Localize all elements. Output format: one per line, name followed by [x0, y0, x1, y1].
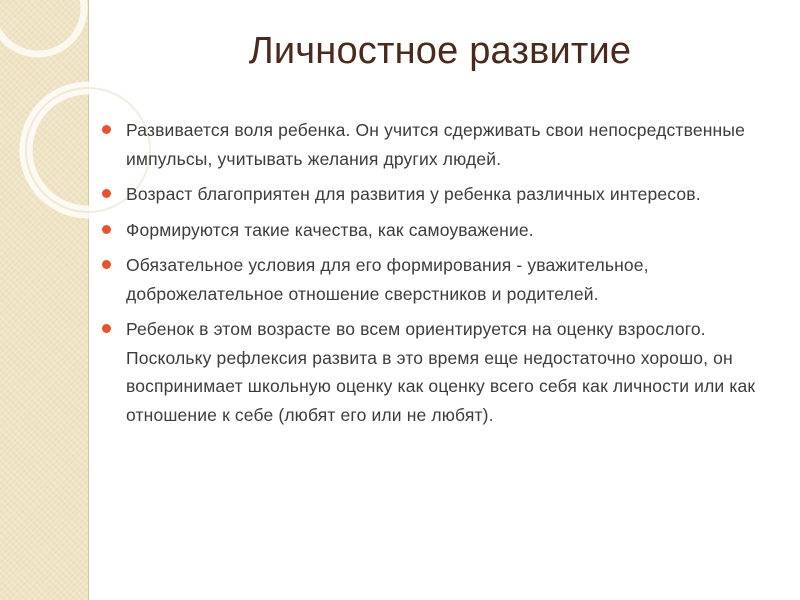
bullet-text: Формируются такие качества, как самоуважение.	[126, 219, 534, 240]
bullet-list	[100, 116, 790, 436]
slide-title: Личностное развитие	[248, 30, 632, 72]
bullet-text: Развивается воля ребенка. Он учится сдерживать свои непосредственные импульсы, учитывать желания других людей.	[126, 120, 745, 169]
bullet-dot-icon	[102, 260, 111, 269]
bullet-text: Возраст благоприятен для развития у ребенка различных интересов.	[126, 184, 701, 204]
bullet-text: Обязательное условия для его формирования - уважительное, доброжелательное отношение сверстников и родителей.	[126, 255, 649, 304]
bullet-item	[100, 251, 790, 308]
bullet-item	[100, 116, 790, 173]
bullet-dot-icon	[102, 225, 111, 234]
bullet-dot-icon	[102, 324, 111, 333]
bullet-dot-icon	[102, 189, 111, 198]
bullet-text: Ребенок в этом возрасте во всем ориентируется на оценку взрослого. Поскольку рефлексия развита в это время еще недостаточно хорошо, он воспринимает школьную оценку как оценку всего себя как личности или как отношение к себе (любят его или не любят).	[126, 319, 756, 425]
bullet-item	[100, 315, 790, 429]
bullet-dot-icon	[102, 125, 111, 134]
bullet-item	[100, 180, 790, 209]
bullet-item	[100, 216, 790, 245]
